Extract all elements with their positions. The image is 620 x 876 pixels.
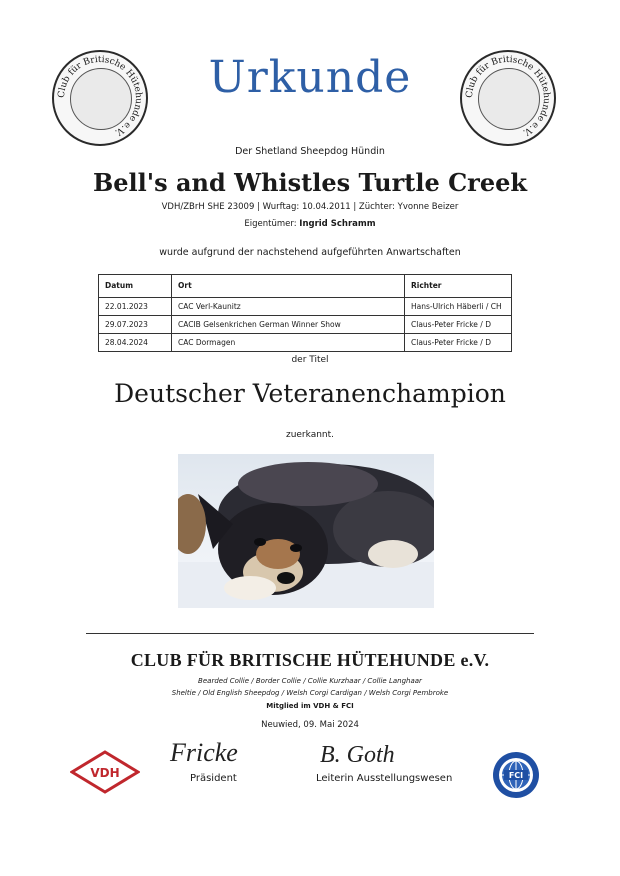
fci-badge (492, 751, 540, 799)
title-prefix: der Titel (291, 355, 329, 365)
column-header-date: Datum (99, 275, 172, 298)
lead-text: wurde aufgrund der nachstehend aufgeführten Anwartschaften (159, 247, 461, 258)
results-table (98, 274, 512, 352)
cell-location: CAC Dormagen (172, 334, 405, 352)
vdh-badge (70, 750, 140, 794)
place-date: Neuwied, 09. Mai 2024 (261, 720, 359, 730)
owner-name: Ingrid Schramm (299, 219, 376, 229)
show-manager-label: Leiterin Ausstellungswesen (316, 773, 453, 784)
table-row (99, 316, 512, 334)
cell-date: 22.01.2023 (99, 298, 172, 316)
president-label: Präsident (190, 773, 237, 784)
cell-location: CAC Verl-Kaunitz (172, 298, 405, 316)
show-manager-signature: B. Goth (320, 742, 395, 768)
vdh-badge-text: VDH (90, 766, 120, 780)
cell-judge: Claus-Peter Fricke / D (405, 334, 512, 352)
column-header-judge: Richter (405, 275, 512, 298)
dog-name: Bell's and Whistles Turtle Creek (92, 168, 527, 197)
divider (86, 633, 534, 634)
club-name: CLUB FÜR BRITISCHE HÜTEHUNDE e.V. (130, 650, 490, 670)
breeds-line-1: Bearded Collie / Border Collie / Collie Kurzhaar / Collie Langhaar (198, 677, 422, 685)
cell-date: 29.07.2023 (99, 316, 172, 334)
fci-badge-text: FCI (508, 771, 524, 780)
award-title: Deutscher Veteranenchampion (114, 379, 506, 408)
svg-text:Club für Britische Hütehunde e: Club für Britische Hütehunde e.V. (56, 54, 144, 138)
certificate-title: Urkunde (208, 52, 412, 103)
intro-text: Der Shetland Sheepdog Hündin (235, 146, 385, 157)
cell-location: CACIB Gelsenkrichen German Winner Show (172, 316, 405, 334)
table-row (99, 298, 512, 316)
awarded-text: zuerkannt. (285, 430, 335, 440)
table-row (99, 334, 512, 352)
cell-judge: Claus-Peter Fricke / D (405, 316, 512, 334)
membership: Mitglied im VDH & FCI (266, 702, 354, 710)
svg-text:Club für Britische Hütehunde e: Club für Britische Hütehunde e.V. (464, 54, 552, 138)
owner-label: Eigentümer: (244, 219, 297, 229)
breeds-line-2: Sheltie / Old English Sheepdog / Welsh Corgi Cardigan / Welsh Corgi Pembroke (171, 689, 449, 697)
cell-judge: Hans-Ulrich Häberli / CH (405, 298, 512, 316)
president-signature: Fricke (170, 738, 238, 767)
table-header-row (99, 275, 512, 298)
owner-line (0, 219, 620, 229)
cell-date: 28.04.2024 (99, 334, 172, 352)
dog-details: VDH/ZBrH SHE 23009 | Wurftag: 10.04.2011 | Züchter: Yvonne Beizer (161, 202, 459, 212)
column-header-location: Ort (172, 275, 405, 298)
dog-photo (178, 454, 434, 608)
